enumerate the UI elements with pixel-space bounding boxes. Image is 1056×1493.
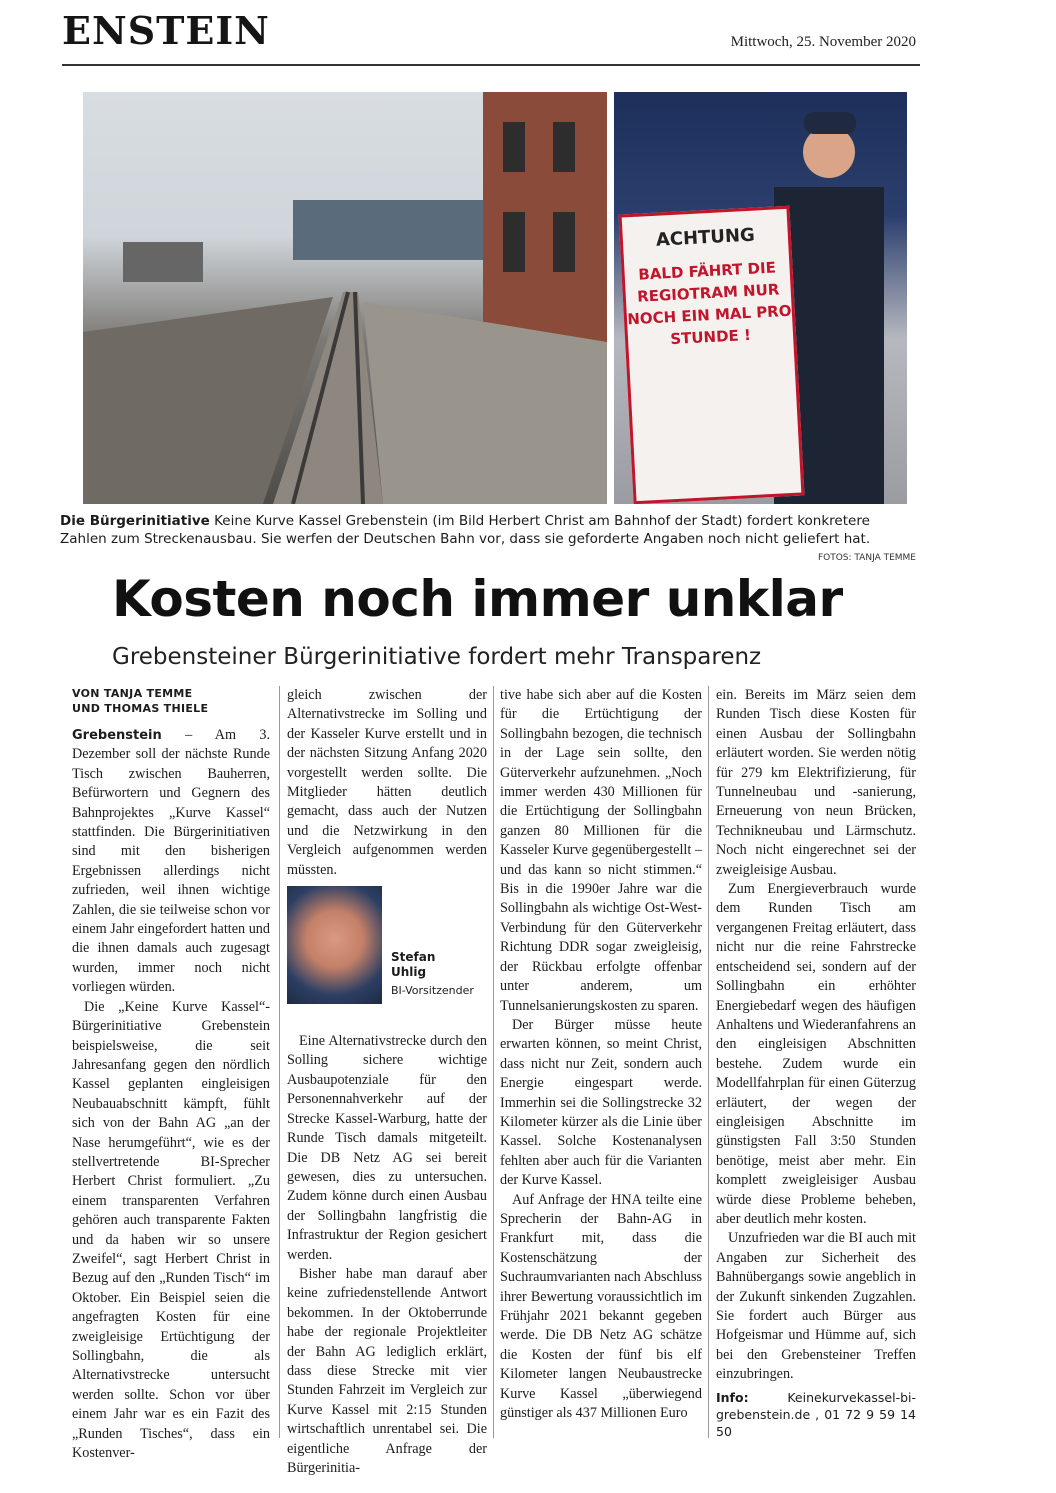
byline-line-2: UND THOMAS THIELE bbox=[72, 702, 209, 715]
caption-lead: Die Bürgerinitiative bbox=[60, 513, 210, 529]
article-column-2 bbox=[287, 686, 487, 1478]
paragraph: Die „Keine Kurve Kassel“-Bürgerinitiative Grebenstein beispielsweise, die seit Jahresanfang gegen den nördlich Kassel geplanten eingleisigen Neubauabschnitt kämpft, fühlt sich von der Bahn AG „an der Nase herumgeführt“, wie es der stellvertretende BI-Sprecher Herbert Christ formuliert. „Zu einem transparenten Verfahren gehören auch transparente Fakten und da haben wir so unsere Zweifel“, sagt Herbert Christ in Bezug auf den „Runden Tisch“ im Oktober. Ein Beispiel seien die angefragten Kosten für eine zweigleisige Ertüchtigung der Sollingbahn, die als Alternativstrecke untersucht werden sollte. Schon vor über einem Jahr war es ein Fazit des „Runden Tisches“, dass ein Kostenver- bbox=[72, 998, 270, 1462]
paragraph-text: – Am 3. Dezember soll der nächste Runde Tisch zwischen Bauherren, Befürwortern und Gegnern des Bahnprojektes „Kurve Kassel“ stattfinden. Die Bürgerinitiativen sind mit den bisherigen Ergebnissen allerdings nicht zufrieden, weil ihnen wichtige Zahlen, die sie teilweise schon vor einem Jahr eingefordert hatten und die ihnen damals auch zugesagt wurden, immer noch nicht vorliegen würden. bbox=[72, 727, 270, 996]
subheadline: Grebensteiner Bürgerinitiative fordert mehr Transparenz bbox=[112, 644, 762, 670]
caption-text: Keine Kurve Kassel Grebenstein (im Bild Herbert Christ am Bahnhof der Stadt) fordert konkretere Zahlen zum Streckenausbau. Sie werfen der Deutschen Bahn vor, dass sie geforderte Angaben noch nicht geliefert hat. bbox=[60, 513, 871, 547]
paragraph: Unzufrieden war die BI auch mit Angaben zur Sicherheit des Bahnübergangs sowie angeblich in der Zukunft sinkenden Zugzahlen. Sie fordert auch Bürger aus Hofgeismar und Hümme auf, sich bei den Grebensteiner Treffen einzubringen. bbox=[716, 1230, 916, 1383]
photo-caption bbox=[60, 512, 920, 548]
paragraph: Eine Alternativstrecke durch den Solling sichere wichtige Ausbaupotenziale für den Personennahverkehr auf der Strecke Kassel-Warburg, hatte der Runde Tisch damals mitgeteilt. Die DB Netz AG sei bereit gewesen, dies zu untersuchen. Zudem könne durch einen Ausbau der Sollingbahn langfristig die Infrastruktur der Region gesichert werden. bbox=[287, 1033, 487, 1263]
portrait-photo bbox=[287, 886, 382, 1004]
sign-text: BALD FÄHRT DIE REGIOTRAM NUR NOCH EIN MAL PRO STUNDE ! bbox=[626, 258, 792, 349]
article-column-1 bbox=[72, 686, 270, 1463]
info-box bbox=[716, 1389, 916, 1440]
article-column-4 bbox=[716, 686, 916, 1440]
info-text: Keinekurvekassel-bi-grebenstein.de , 01 72 9 59 14 50 bbox=[716, 1389, 916, 1439]
portrait-last-name: Uhlig bbox=[391, 965, 427, 980]
portrait-box bbox=[287, 886, 487, 1024]
protest-sign bbox=[619, 206, 805, 504]
photo-protester-with-sign bbox=[614, 92, 907, 504]
photo-railway-station bbox=[83, 92, 607, 504]
paragraph: gleich zwischen der Alternativstrecke im Solling und der Kasseler Kurve erstellt und in der nächsten Sitzung Anfang 2020 vorgestellt werden sollte. Die Mitglieder hätten deutlich gemacht, dass auch der Nutzen und die Netzwirkung in den Vergleich aufgenommen werden müssten. bbox=[287, 687, 487, 878]
masthead: ENSTEIN bbox=[62, 8, 270, 53]
article-column-3 bbox=[500, 686, 702, 1423]
photo-credit: FOTOS: TANJA TEMME bbox=[817, 553, 916, 563]
portrait-name bbox=[391, 950, 435, 980]
portrait-role: BI-Vorsitzender bbox=[391, 984, 474, 998]
sign-heading: ACHTUNG bbox=[655, 224, 756, 251]
header-rule bbox=[62, 64, 920, 66]
portrait-first-name: Stefan bbox=[391, 950, 436, 965]
column-divider bbox=[279, 686, 280, 1438]
dateline: Grebenstein bbox=[72, 728, 162, 743]
column-divider bbox=[708, 686, 709, 1438]
paragraph: ein. Bereits im März seien dem Runden Tisch diese Kosten für einen Ausbau der Sollingbahn erläutert worden. Sie werden nötig für 279 km Elektrifizierung, für Tunnelneubau und -sanierung, Erneuerung von neun Brücken, Technikneubau und Lärmschutz. Noch nicht eingerechnet sei der zweigleisige Ausbau. bbox=[716, 687, 916, 878]
byline-line-1: VON TANJA TEMME bbox=[72, 687, 193, 700]
paragraph: Der Bürger müsse heute erwarten können, so meint Christ, dass nicht nur Zeit, sondern auch Energie eingespart werde. Immerhin sei die Sollingstrecke 32 Kilometer kürzer als die Linie über Kassel. Solche Kostenanalysen fehlten aber auch für die Varianten der Kurve Kassel. bbox=[500, 1016, 702, 1189]
paragraph: Bisher habe man darauf aber keine zufriedenstellende Antwort bekommen. In der Oktoberrunde habe der regionale Projektleiter der Bahn AG lediglich erklärt, dass diese Strecke mit vier Stunden Fahrzeit im Vergleich zur Kurve Kassel mit 2:15 Stunden wirtschaftlich unrentabel sei. Die eigentliche Anfrage der Bürgerinitia- bbox=[287, 1265, 487, 1476]
byline bbox=[72, 686, 270, 716]
info-label: Info: bbox=[716, 1389, 749, 1405]
paragraph: tive habe sich aber auf die Kosten für die Ertüchtigung der Sollingbahn bezogen, die technisch in der Lage sein sollte, den Güterverkehr aufzunehmen. „Noch immer werden 430 Millionen für die Ertüchtigung der Sollingbahn ganzen 80 Millionen für die Kasseler Kurve gegenübergestellt – und das kann so nicht stimmen.“ Bis in die 1990er Jahre war die Sollingbahn als wichtige Ost-West-Verbindung für den Güterverkehr Richtung DDR sogar zweigleisig, der Rückbau erfolgte offenbar unter anderem, um Tunnelsanierungskosten zu sparen. bbox=[500, 687, 702, 1014]
paragraph bbox=[72, 726, 270, 998]
paragraph: Auf Anfrage der HNA teilte eine Sprecherin der Bahn-AG in Frankfurt mit, dass die Kostenschätzung der Suchraumvarianten nach Abschluss ihrer Bewertung voraussichtlich im Frühjahr 2021 bekannt gegeben werde. Die DB Netz AG schätze die Kosten der fünf bis elf Kilometer langen Neubaustrecke Kurve Kassel „überwiegend günstiger als 437 Millionen Euro bbox=[500, 1191, 702, 1422]
issue-date: Mittwoch, 25. November 2020 bbox=[730, 34, 916, 50]
headline: Kosten noch immer unklar bbox=[112, 570, 843, 628]
column-divider bbox=[493, 686, 494, 1438]
railway-illustration bbox=[83, 92, 607, 504]
paragraph: Zum Energieverbrauch wurde dem Runden Tisch am vergangenen Freitag erläutert, dass nicht nur die reine Fahrstrecke entscheidend sei, sondern auf der Sollingbahn ein erhöhter Energiebedarf wegen des häufigen Anhaltens und Wiederanfahrens an den eingleisigen Abschnitten bestehe. Zudem wurde ein Modellfahrplan für einen Güterzug erläutert, der wegen der eingleisigen Abschnitte im günstigsten Fall 3:50 Stunden benötige, meist aber mehr. Ein komplett zweigleisiger Ausbau würde diese Probleme beheben, aber deutlich mehr kosten. bbox=[716, 881, 916, 1227]
